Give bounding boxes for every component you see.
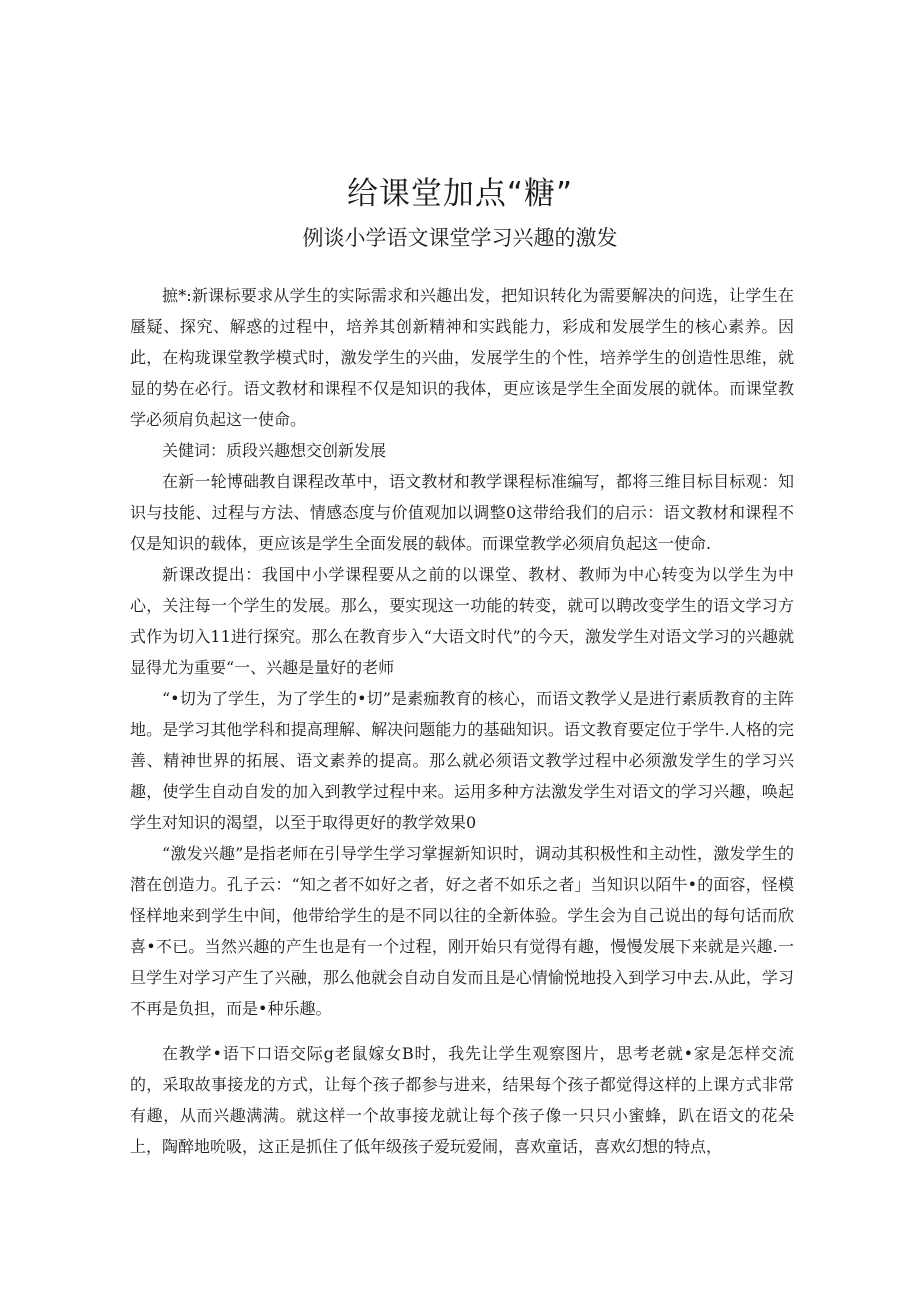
body-paragraph: 在教学•语下口语交际g老鼠嫁女B时，我先让学生观察图片，思考老就•家是怎样交流的，采取故事接龙的方式，让每个孩子都参与进来，结果每个孩子都觉得这样的上课方式非常有趣，从而兴趣满满。就这样一个故事接龙就让每个孩子像一只只小蜜蜂，趴在语文的花朵上，陶醉地吮吸，这正是抓住了低年级孩子爱玩爱闹，喜欢童话，喜欢幻想的特点，: [130, 1044, 794, 1156]
keywords-paragraph: 关健词：质段兴趣想交创新发展: [162, 441, 387, 460]
abstract-paragraph: 摭*:新课标要求从学生的实际需求和兴趣出发，把知识转化为需要解决的问选，让学生在蜃疑、探究、解惑的过程中，培养其创新精神和实践能力，彩成和发展学生的核心素养。因此，在构珑课堂教学模式时，激发学生的兴曲，发展学生的个性，培养学生的创造性思维，就显的势在必行。语文教材和课程不仅是知识的我体，更应该是学生全面发展的就体。而课堂教学必须肩负起这一使命。: [130, 286, 794, 429]
body-paragraph: “激发兴趣”是指老师在引导学生学习掌握新知识时，调动其积极性和主动性，激发学生的潜在创造力。孔子云：“知之者不如好之者，好之者不如乐之者」当知识以陌牛•的面容，怪模怪样地来到学生中间，他带给学生的是不同以往的全新体验。学生会为自己说出的每句话而欣喜•不已。当然兴趣的产生也是有一个过程，刚开始只有觉得有趣，慢慢发展下来就是兴趣.一旦学生对学习产生了兴融，那么他就会自动自发而且是心情愉悦地投入到学习中去.从此，学习不再是负担，而是•种乐趣。: [130, 844, 794, 1018]
body-paragraph: 在新一轮博础教自课程改革中，语文教材和教学课程标准编写，都将三维目标目标观：知识与技能、过程与方法、情感态度与价值观加以调整0这带给我们的启示：语文教材和课程不仅是知识的载体，更应该是学生全面发展的载体。而课堂教学必须肩负起这一使命.: [130, 472, 794, 553]
body-paragraph: “•切为了学生，为了学生的•切”是素痂教育的核心，而语文教学乂是进行素质教育的主阵地。是学习其他学科和提高理解、解决问题能力的基础知识。语文教育要定位于学牛.人格的完善、精神世界的拓展、语文素养的提高。那么就必须语文教学过程中必须激发学生的学习兴趣，使学生自动自发的加入到教学过程中来。运用多种方法激发学生对语文的学习兴趣，唤起学生对知识的渴望，以至于取得更好的教学效果0: [130, 689, 794, 832]
document-subtitle: 例谈小学语文课堂学习兴趣的激发: [302, 226, 618, 250]
document-body: [130, 280, 794, 1162]
document-title: 给课堂加点“糖”: [346, 176, 574, 212]
body-paragraph: 新课改提出：我国中小学课程要从之前的以课堂、教材、教师为中心转变为以学生为中心，关注每一个学生的发展。那么，要实现这一功能的转变，就可以聘改变学生的语文学习方式作为切入11进行探究。那么在教育步入“大语文时代”的今天，激发学生对语文学习的兴趣就显得尤为重要“一、兴趣是量好的老师: [130, 565, 794, 677]
